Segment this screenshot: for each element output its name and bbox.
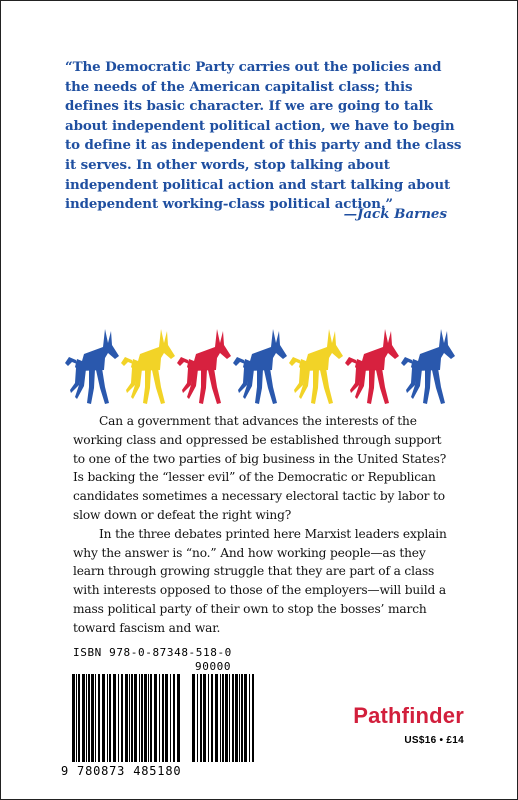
blurb-paragraph: In the three debates printed here Marxist leaders explain why the answer is “no.” And how working people—as they learn through growing struggle that they are part of a class with interests opposed to those of the employers—will build a mass political party of their own to stop the bosses’ march toward fascism and war. — [73, 526, 447, 635]
donkey-icon — [121, 329, 175, 404]
barcode-price-code: 90000 — [195, 660, 232, 673]
barcode-bar — [162, 674, 164, 762]
barcode-bar — [197, 674, 198, 762]
barcode-bar — [95, 674, 96, 762]
barcode-bar — [232, 674, 234, 762]
barcode-bar — [150, 674, 152, 762]
isbn-label: ISBN 978-0-87348-518-0 — [73, 646, 232, 659]
barcode-bar — [139, 674, 140, 762]
barcode-bar — [78, 674, 80, 762]
barcode-bar — [107, 674, 108, 762]
barcode-bar — [211, 674, 213, 762]
barcode-bar — [98, 674, 100, 762]
barcode-bar — [72, 674, 75, 762]
barcode-bar — [192, 674, 195, 762]
publisher-logo: Pathfinder — [353, 703, 464, 728]
barcode-bar — [113, 674, 116, 762]
barcode-bar — [249, 674, 250, 762]
barcode-bar — [125, 674, 128, 762]
donkey-icon — [65, 329, 119, 404]
barcode-bar — [154, 674, 157, 762]
barcode-bar — [76, 674, 77, 762]
barcode-bar — [88, 674, 90, 762]
barcode-bar — [91, 674, 94, 762]
barcode-bar — [252, 674, 254, 762]
barcode-bar — [148, 674, 149, 762]
barcode-bar — [225, 674, 228, 762]
price-label: US$16 • £14 — [404, 735, 464, 746]
blurb-paragraph: Can a government that advances the interests of the working class and oppressed be established through support to one of the two parties of big business in the United States? Is backing the “lesser evil” of the Democratic or Republican candidates sometimes a necessary electoral tactic by labor to slow down or defeat the right wing? — [73, 414, 447, 522]
barcode-bar — [86, 674, 87, 762]
barcode-bar — [244, 674, 247, 762]
barcode — [71, 674, 183, 762]
barcode-bar — [141, 674, 143, 762]
donkey-row — [61, 323, 461, 407]
barcode-bar — [229, 674, 230, 762]
barcode-bar — [118, 674, 119, 762]
barcode-bar — [131, 674, 133, 762]
barcode-bar — [109, 674, 111, 762]
barcode-bar — [241, 674, 243, 762]
barcode-bar — [220, 674, 221, 762]
barcode-bar — [144, 674, 147, 762]
donkey-icon — [289, 329, 343, 404]
barcode-bar — [170, 674, 171, 762]
barcode-bar — [208, 674, 209, 762]
donkey-icon — [401, 329, 455, 404]
barcode-bar — [173, 674, 175, 762]
barcode-bar — [200, 674, 202, 762]
barcode-bar — [134, 674, 137, 762]
quote-attribution: —Jack Barnes — [343, 206, 447, 222]
barcode-addon — [191, 674, 257, 762]
barcode-bar — [239, 674, 240, 762]
barcode-bar — [82, 674, 85, 762]
pull-quote: “The Democratic Party carries out the policies and the needs of the American capitalist class; this defines its basic character. If we are going to talk about independent political action, we have to begin to define it as independent of this party and the class it serves. In other words, stop talking about independent political action and start talking about independent working-class political action.” — [65, 59, 462, 213]
barcode-bar — [121, 674, 123, 762]
barcode-bar — [203, 674, 206, 762]
donkey-icon — [345, 329, 399, 404]
barcode-digits: 9 780873 485180 — [61, 764, 182, 778]
barcode-bar — [235, 674, 238, 762]
barcode-bar — [159, 674, 160, 762]
barcode-bar — [165, 674, 168, 762]
blurb — [73, 412, 454, 638]
barcode-bar — [129, 674, 130, 762]
donkey-icon — [233, 329, 287, 404]
donkey-icon — [177, 329, 231, 404]
barcode-bar — [222, 674, 224, 762]
barcode-bar — [215, 674, 218, 762]
barcode-bar — [177, 674, 180, 762]
barcode-bar — [102, 674, 105, 762]
